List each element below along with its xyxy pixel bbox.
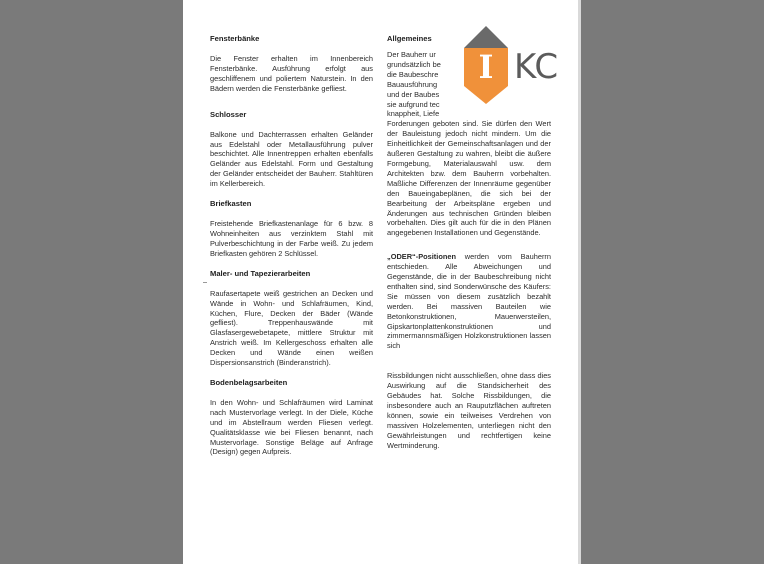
section-maler — [210, 269, 373, 368]
logo-graphic — [464, 26, 564, 104]
section-body: Freistehende Briefkastenanlage für 6 bzw. 8 Wohneinheiten aus verzinktem Stahl mit Pulverbeschichtung in der Farbe weiß. Zu jedem Briefkasten gehören 2 Schlüssel. — [210, 219, 373, 258]
logo-roof — [464, 26, 508, 48]
wrapped-line: grundsätzlich be — [387, 59, 441, 69]
section-body: In den Wohn- und Schlafräumen wird Laminat nach Mustervorlage verlegt. In der Diele, Küche und im Abstellraum werden Fliesen verlegt. Qualitätsklasse wie bei Fliesen benannt, nach Mustervorlage. Sonstige Beläge auf Anfrage (Design) gegen Aufpreis. — [210, 397, 373, 457]
section-heading: Maler- und Tapezierarbeiten — [210, 268, 311, 278]
logo-text: KC — [514, 47, 559, 87]
section-heading: Schlosser — [210, 109, 247, 119]
section-body: Raufasertapete weiß gestrichen an Decken und Wände in Wohn- und Schlafräumen, Kind, Küchen, Flure, Decken der Bäder (Wände gefliest). Treppenhauswände mit Glasfasergewebetapete, mittlere Struktur mit Anstrich weiß. Im Kellergeschoss erhalten alle Decken und Wände einen weißen Dispersionsanstrich (Binderanstrich). — [210, 288, 373, 368]
section-schlosser — [210, 110, 373, 189]
section-briefkasten — [210, 199, 373, 259]
wrapped-line: sie aufgrund tec — [387, 99, 440, 109]
oder-text: werden vom Bauherrn entschieden. Alle Abweichungen und Gegenstände, die in der Baubeschreibung nicht enthalten sind, sind Sonderwünsche des Käufers: Sie müssen von diesem zusätzlich bezahlt werden. Bei massiven Bauteilen wie Betonkonstruktionen, Mauerwersteilen, Gipskartonplattenkonstruktionen und zimmermannsmäßigen Holzkonstruktionen lassen sich — [387, 252, 551, 351]
section-heading: Fensterbänke — [210, 34, 260, 43]
section-heading: Briefkasten — [210, 199, 252, 209]
wrapped-line: die Baubeschre — [387, 69, 439, 79]
wrapped-line: Der Bauherr ur — [387, 50, 436, 59]
section-bodenbelag — [210, 378, 373, 457]
logo-letter: I — [478, 48, 494, 86]
section-body: Balkone und Dachterrassen erhalten Geländer aus Edelstahl oder Metallausführung pulver beschichtet. Alle Innentreppen erhalten ebenfalls Geländer aus Edelstahl. Form und Gestaltung der Geländer entscheidet der Bauherr. Stahltüren im Kellerbereich. — [210, 129, 373, 189]
section-body: Die Fenster erhalten im Innenbereich Fensterbänke. Ausführung erfolgt aus geschliffenem und poliertem Naturstein. In den Bädern werden die Fensterbänke gefliest. — [210, 54, 373, 93]
section-fensterbaenke — [210, 34, 373, 94]
oder-label: „ODER“-Positionen — [387, 252, 456, 262]
wrapped-line: Bauausführung — [387, 79, 438, 89]
paragraph-rissbildungen: Rissbildungen nicht ausschließen, ohne dass dies Auswirkung auf die Standsicherheit des Gebäudes hat. Solche Rissbildungen, die insbesondere auch an Rauputzflächen auftreten können, sowie ein teilweises Verdrehen von massiven Holzelementen, unterliegen nicht den Gewährleistungen und rechtfertigen keine Wertminderung. — [387, 371, 551, 450]
paragraph-oder — [387, 252, 551, 351]
wrapped-line: und der Baubes — [387, 89, 440, 99]
left-column — [210, 34, 373, 469]
document-page — [183, 0, 578, 564]
section-heading-allgemeines: Allgemeines — [387, 34, 432, 43]
ikc-logo — [464, 26, 564, 104]
section-heading: Bodenbelagsarbeiten — [210, 377, 288, 387]
page-edge-shadow — [578, 0, 581, 564]
margin-mark — [203, 282, 207, 283]
paragraph-allgemeines: Forderungen geboten sind. Sie dürfen den Wert der Bauleistung jedoch nicht mindern. Um die Einheitlichkeit der Gemeinschaftsanlagen und der äußeren Gestaltung zu wahren, bleibt die äußere Formgebung, Materialauswahl usw. dem Architekten bzw. dem Bauherrn vorbehalten. Maßliche Differenzen der Innenräume gegenüber den Baueingabeplänen, die sich bei der Bearbeitung der Arbeitspläne ergeben und Änderungen aus technischen Gründen bleiben vorbehalten. Dies gilt auch für die in den Plänen angegebenen Installationen und Gegenstände. — [387, 119, 551, 238]
wrapped-line: knappheit, Liefe — [387, 109, 440, 119]
